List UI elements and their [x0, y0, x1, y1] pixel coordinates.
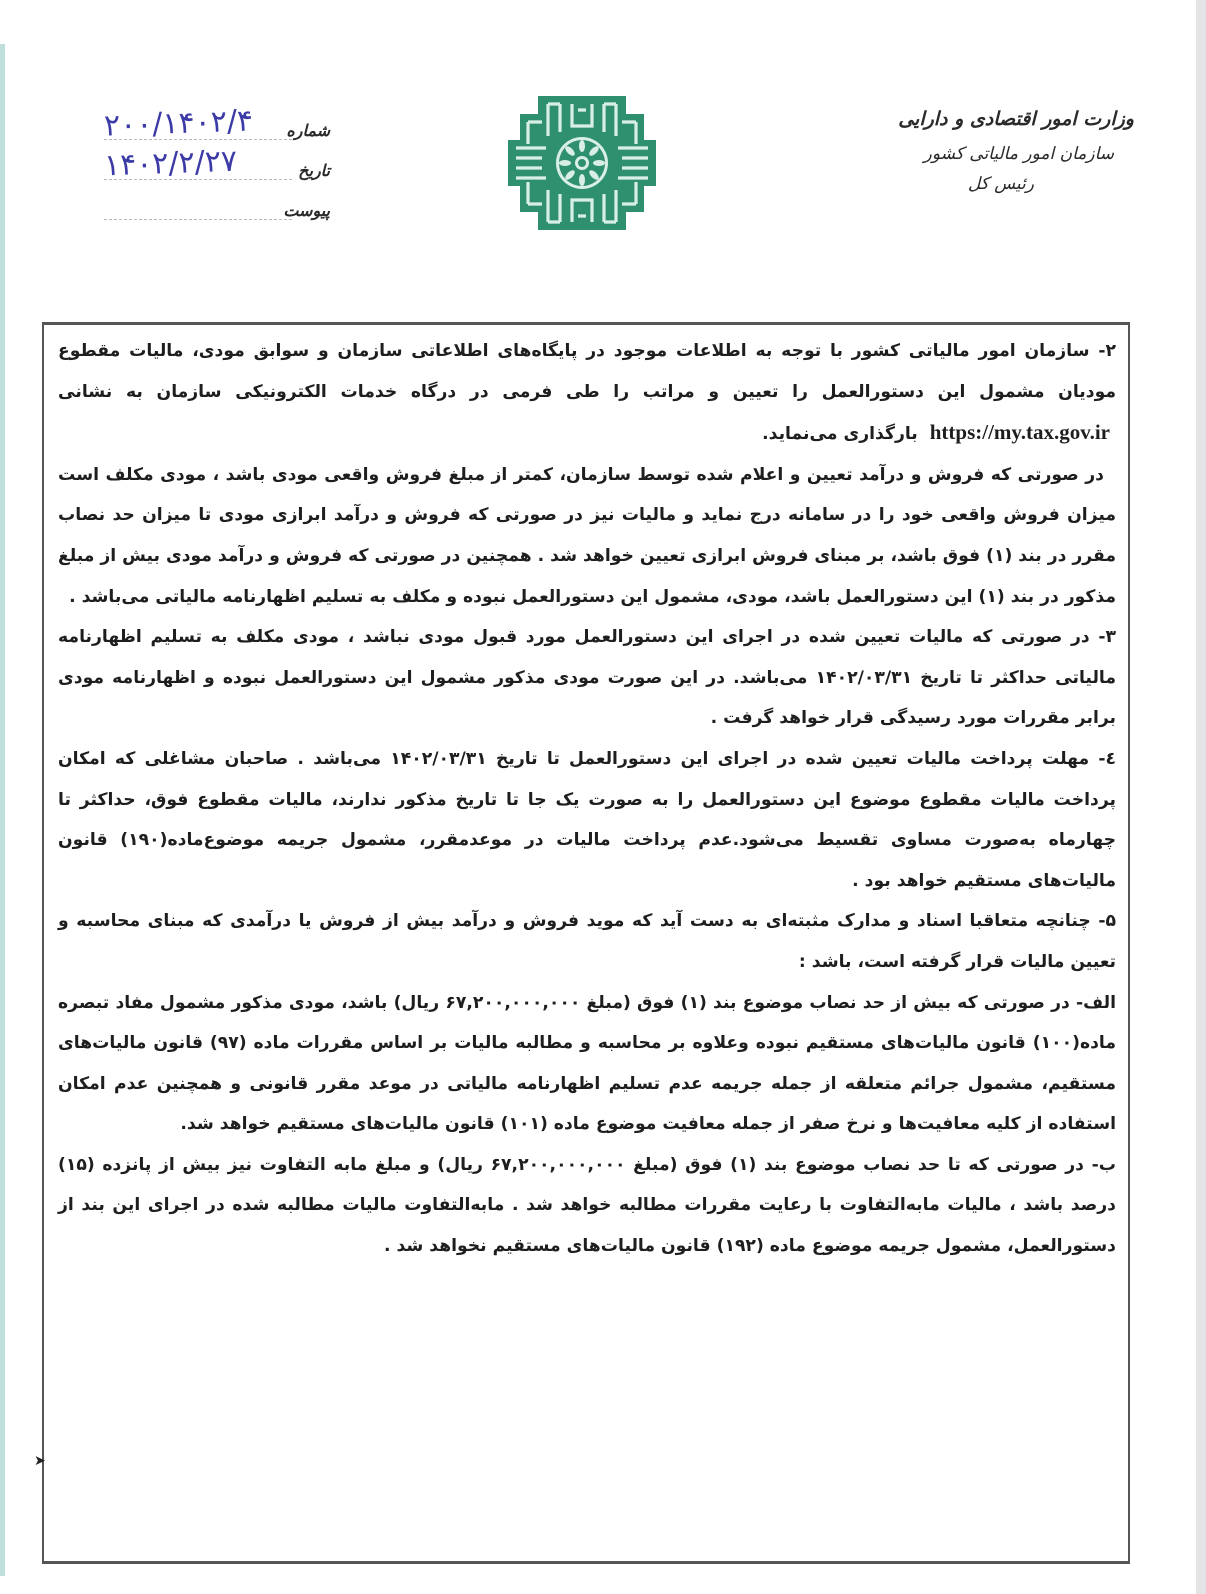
number-field [103, 103, 292, 144]
reference-attachment-row [100, 180, 330, 220]
number-label: شماره [286, 121, 330, 140]
attachment-label: پیوست [283, 201, 330, 220]
number-value: ۲۰۰/۱۴۰۲/۴ [103, 103, 254, 144]
paragraph-text: ۲- سازمان امور مالیاتی کشور با توجه به اطلاعات موجود در پایگاه‌های اطلاعاتی سازمان و سوابق مودی، مالیات مقطوع مودیان مشمول این دستورالعمل را تعیین و مراتب را طی فرمی در درگاه خدمات الکترونیکی سازمان به نشانی [58, 341, 1116, 402]
attachment-field [104, 201, 292, 220]
reference-number-row [100, 100, 330, 144]
paragraph-item-2-continued: در صورتی که فروش و درآمد تعیین و اعلام شده توسط سازمان، کمتر از مبلغ فروش واقعی مودی باشد ، مودی مکلف است میزان فروش واقعی خود را در سامانه درج نماید و مالیات نیز در صورتی که فروش و درآمد ابرازی مودی تا میزان حد نصاب مقرر در بند (۱) فوق باشد، بر مبنای فروش ابرازی تعیین خواهد شد . همچنین در صورتی که فروش و درآمد مودی بیش از مبلغ مذکور در بند (۱) این دستورالعمل باشد، مودی، مشمول این دستورالعمل نبوده و مکلف به تسلیم اظهارنامه مالیاتی می‌باشد . [58, 464, 1116, 607]
date-label: تاریخ [298, 161, 330, 180]
reference-date-row [100, 140, 330, 184]
margin-arrow-icon: ➤ [34, 1453, 46, 1469]
date-value: ۱۴۰۲/۲/۲۷ [103, 143, 238, 184]
ministry-name: وزارت امور اقتصادی و دارایی [898, 108, 1134, 130]
intax-emblem-icon [508, 96, 656, 230]
office-title: رئیس کل [967, 174, 1034, 194]
paragraph-item-5-alef: الف- در صورتی که بیش از حد نصاب موضوع بند (۱) فوق (مبلغ ۶۷,۲۰۰,۰۰۰,۰۰۰ ریال) باشد، مودی مذکور مشمول مفاد تبصره ماده(۱۰۰) قانون مالیات‌های مستقیم نبوده وعلاوه بر محاسبه و مطالبه مالیات بر اساس مقررات ماده (۹۷) قانون مالیات‌های مستقیم، مشمول جرائم متعلقه از جمله جریمه عدم تسلیم اظهارنامه مالیاتی در موعد مقرر قانونی و همچنین عدم امکان استفاده از کلیه معافیت‌ها و نرخ صفر از جمله معافیت موضوع ماده (۱۰۱) قانون مالیات‌های مستقیم خواهد شد. [58, 992, 1117, 1135]
letter-page [5, 0, 1196, 1594]
paragraph-item-3: ۳- در صورتی که مالیات تعیین شده در اجرای این دستورالعمل مورد قبول مودی نباشد ، مودی مکلف به تسلیم اظهارنامه مالیاتی حداکثر تا تاریخ ۱۴۰۲/۰۳/۳۱ می‌باشد. در این صورت مودی مذکور مشمول این دستورالعمل نبوده و اظهارنامه مودی برابر مقررات مورد رسیدگی قرار خواهد گرفت . [58, 627, 1116, 729]
paragraph-text: بارگذاری می‌نماید. [762, 424, 918, 445]
letterhead-organization [834, 108, 1134, 194]
letter-body-box [42, 322, 1130, 1564]
scroll-gutter [1196, 0, 1206, 1594]
date-field [103, 143, 292, 184]
paragraph-item-5: ۵- چنانچه متعاقبا اسناد و مدارک مثبته‌ای به دست آید که موید فروش و درآمد بیش از فروش یا درآمدی که مبنای محاسبه و تعیین مالیات قرار گرفته است، باشد : [58, 911, 1116, 972]
tax-portal-link[interactable]: https://my.tax.gov.ir [929, 420, 1110, 445]
paragraph-item-5-be: ب- در صورتی که تا حد نصاب موضوع بند (۱) فوق (مبلغ ۶۷,۲۰۰,۰۰۰,۰۰۰ ریال) و مبلغ مابه التفاوت نیز بیش از پانزده (۱۵) درصد باشد ، مالیات مابه‌التفاوت با رعایت مقررات مطالبه خواهد شد . مابه‌التفاوت مالیات مطالبه شده در اجرای این بند از دستورالعمل، مشمول جریمه موضوع ماده (۱۹۲) قانون مالیات‌های مستقیم نخواهد شد . [58, 1154, 1116, 1257]
paragraph-item-2 [58, 331, 1116, 455]
reference-block [100, 100, 330, 220]
organization-name: سازمان امور مالیاتی کشور [923, 144, 1114, 164]
paragraph-item-4: ٤- مهلت پرداخت مالیات تعیین شده در اجرای این دستورالعمل تا تاریخ ۱۴۰۲/۰۳/۳۱ می‌باشد . صاحبان مشاغلی که امکان پرداخت مالیات مقطوع موضوع این دستورالعمل را به صورت یک جا تا تاریخ مذکور ندارند، مالیات مقطوع فوق، حداکثر تا چهارماه به‌صورت مساوی تقسیط می‌شود.عدم پرداخت مالیات در موعدمقرر، مشمول جریمه موضوع‌ماده(۱۹۰) قانون مالیات‌های مستقیم خواهد بود . [58, 748, 1116, 891]
